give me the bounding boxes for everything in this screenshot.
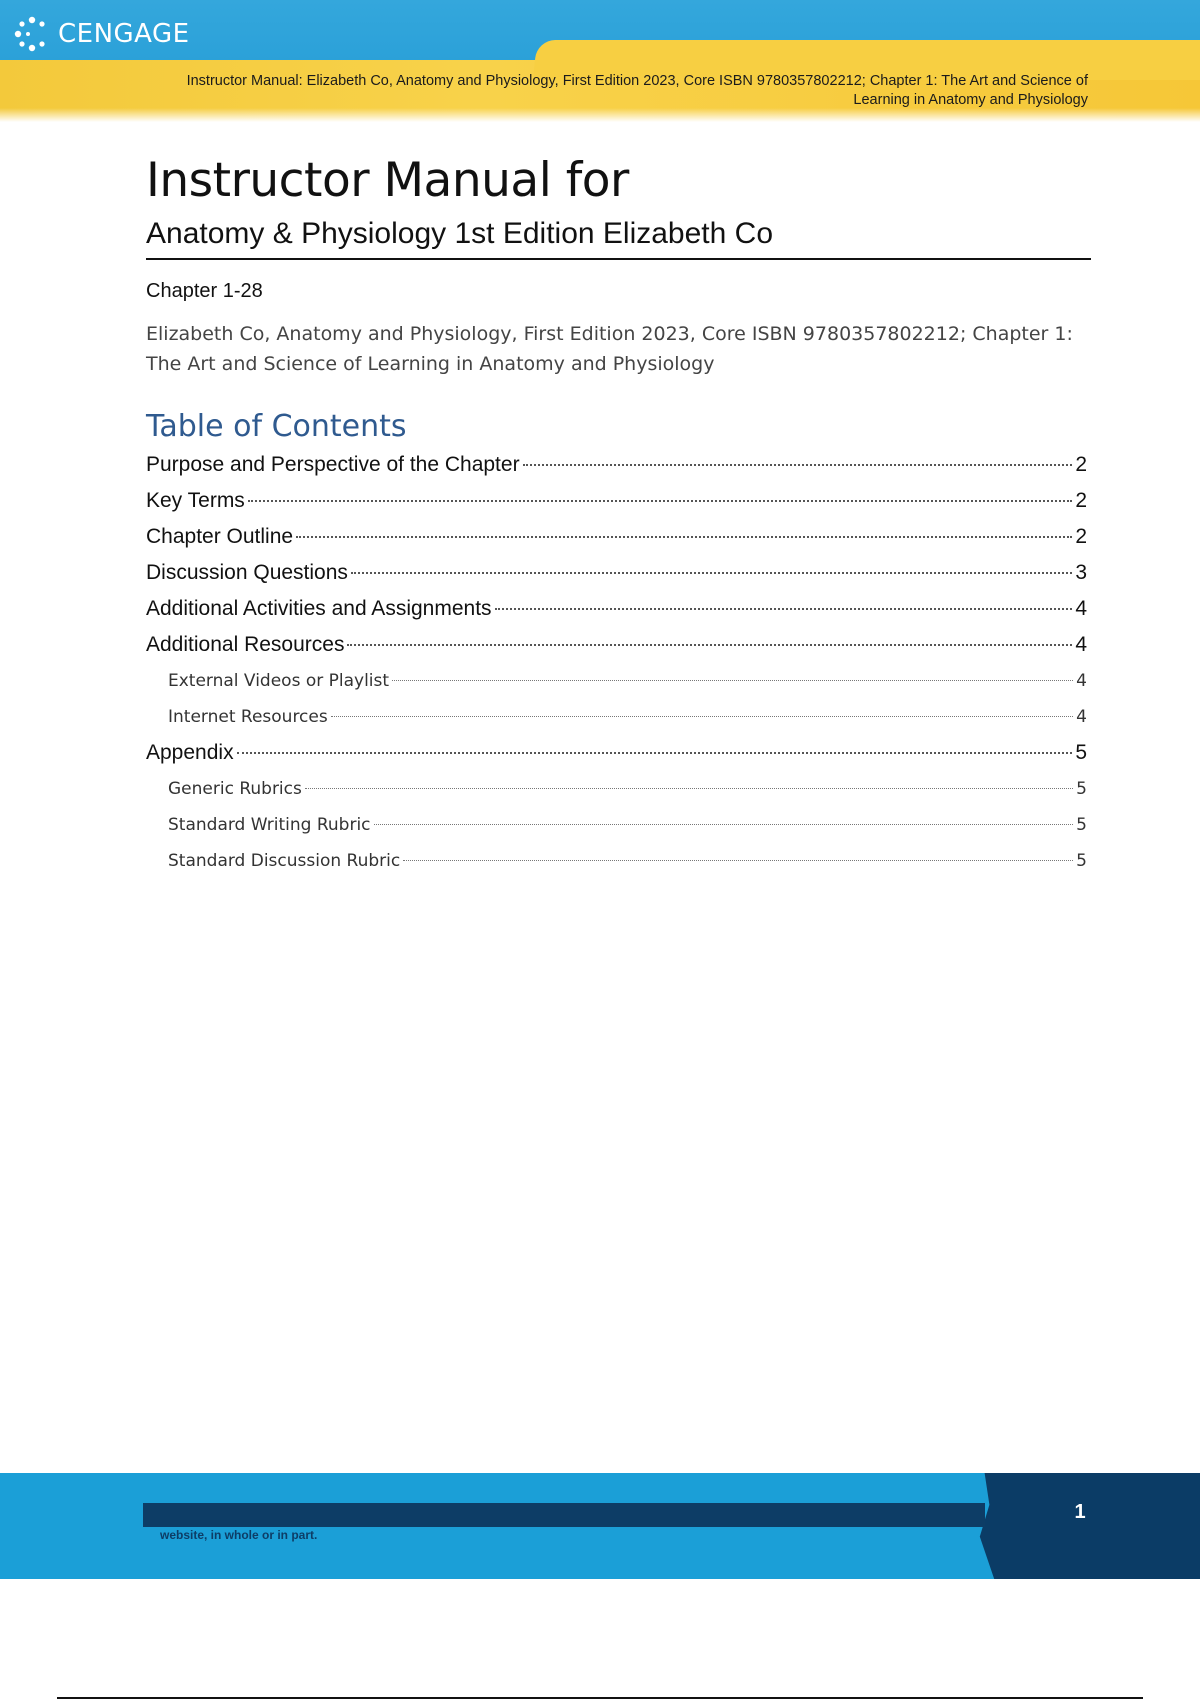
cengage-logo <box>12 14 190 54</box>
toc-leader-dots <box>248 500 1073 502</box>
footer-dark-panel <box>975 1473 1200 1579</box>
toc-leader-dots <box>495 608 1073 610</box>
toc-entry-page: 5 <box>1076 851 1087 871</box>
footer-copyright: website, in whole or in part. <box>160 1528 318 1542</box>
document-subtitle: Anatomy & Physiology 1st Edition Elizabeth Co <box>146 214 1091 260</box>
toc-entry-page: 5 <box>1076 815 1087 835</box>
toc-entry-label: Key Terms <box>146 489 245 512</box>
page-footer <box>0 1473 1200 1579</box>
document-description: Elizabeth Co, Anatomy and Physiology, First Edition 2023, Core ISBN 9780357802212; Chapter 1: The Art and Science of Learning in Anatomy and Physiology <box>146 323 1073 375</box>
toc-entry-label: Standard Writing Rubric <box>168 815 371 835</box>
document-title: Instructor Manual for <box>146 153 629 208</box>
toc-heading: Table of Contents <box>146 409 407 444</box>
toc-entry-label: Standard Discussion Rubric <box>168 851 401 871</box>
toc-entry-label: Internet Resources <box>168 707 328 727</box>
toc-entry-page: 4 <box>1076 707 1087 727</box>
table-of-contents <box>146 447 1091 879</box>
toc-entry-purpose[interactable] <box>146 447 1087 483</box>
toc-entry-page: 3 <box>1075 561 1087 584</box>
toc-leader-dots <box>523 464 1073 466</box>
toc-entry-external-videos[interactable] <box>146 663 1087 699</box>
toc-entry-label: Discussion Questions <box>146 561 348 584</box>
logo-text: CENGAGE <box>58 19 190 49</box>
toc-leader-dots <box>305 788 1073 789</box>
running-head: Instructor Manual: Elizabeth Co, Anatomy and Physiology, First Edition 2023, Core ISBN 9780357802212; Chapter 1: The Art and Science of Learning in Anatomy and Physiology <box>186 73 1088 108</box>
toc-entry-page: 5 <box>1076 779 1087 799</box>
toc-leader-dots <box>347 644 1072 646</box>
toc-entry-additional-activities[interactable] <box>146 591 1087 627</box>
main-content <box>146 150 1091 879</box>
toc-entry-additional-resources[interactable] <box>146 627 1087 663</box>
toc-entry-discussion-questions[interactable] <box>146 555 1087 591</box>
toc-entry-label: Appendix <box>146 741 234 764</box>
toc-entry-label: External Videos or Playlist <box>168 671 390 691</box>
toc-entry-label: Chapter Outline <box>146 525 294 548</box>
footer-bar <box>143 1503 985 1527</box>
toc-leader-dots <box>403 860 1073 861</box>
toc-entry-label: Purpose and Perspective of the Chapter <box>146 453 520 476</box>
toc-entry-page: 2 <box>1075 489 1087 512</box>
toc-entry-key-terms[interactable] <box>146 483 1087 519</box>
toc-entry-internet-resources[interactable] <box>146 699 1087 735</box>
page-number: 1 <box>1074 1501 1086 1523</box>
toc-entry-page: 5 <box>1075 741 1087 764</box>
page-header <box>0 0 1200 122</box>
bottom-rule <box>57 1697 1143 1699</box>
toc-entry-page: 4 <box>1076 671 1087 691</box>
toc-entry-standard-discussion-rubric[interactable] <box>146 843 1087 879</box>
chapter-range: Chapter 1-28 <box>146 280 263 302</box>
toc-entry-label: Additional Activities and Assignments <box>146 597 492 620</box>
toc-leader-dots <box>331 716 1073 717</box>
toc-leader-dots <box>296 536 1072 538</box>
toc-leader-dots <box>237 752 1073 754</box>
toc-entry-page: 2 <box>1075 453 1087 476</box>
header-fade <box>0 108 1200 122</box>
cengage-logo-icon <box>12 14 52 54</box>
toc-leader-dots <box>392 680 1073 681</box>
toc-entry-appendix[interactable] <box>146 735 1087 771</box>
toc-entry-page: 4 <box>1075 633 1087 656</box>
toc-leader-dots <box>351 572 1072 574</box>
toc-entry-standard-writing-rubric[interactable] <box>146 807 1087 843</box>
toc-entry-page: 2 <box>1075 525 1087 548</box>
toc-entry-label: Additional Resources <box>146 633 345 656</box>
toc-entry-chapter-outline[interactable] <box>146 519 1087 555</box>
toc-entry-generic-rubrics[interactable] <box>146 771 1087 807</box>
toc-entry-label: Generic Rubrics <box>168 779 302 799</box>
toc-entry-page: 4 <box>1075 597 1087 620</box>
toc-leader-dots <box>374 824 1074 825</box>
